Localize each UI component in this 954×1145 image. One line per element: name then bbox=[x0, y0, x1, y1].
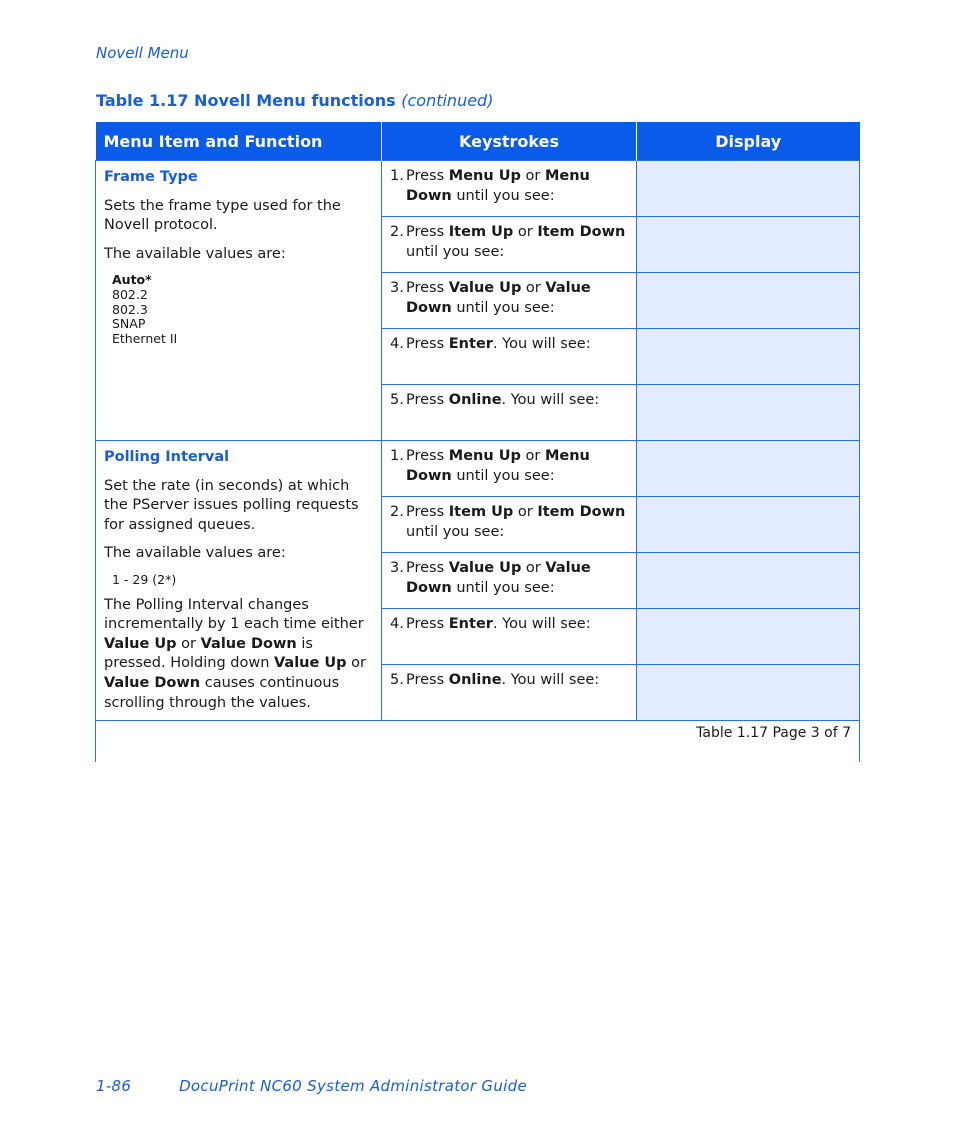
display-cell bbox=[637, 553, 860, 609]
value-item: SNAP bbox=[112, 316, 146, 332]
frame-type-values bbox=[112, 273, 373, 346]
header-keystrokes: Keystrokes bbox=[382, 122, 637, 161]
table-row bbox=[96, 161, 860, 217]
value-item: 802.3 bbox=[112, 301, 148, 317]
table-row bbox=[96, 441, 860, 497]
polling-interval-note: The Polling Interval changes incrementally by 1 each time either Value Up or Value Down is pressed. Holding down Value Up or Value Down causes continuous scrolling through the values. bbox=[104, 596, 366, 711]
table-header-row bbox=[96, 122, 860, 161]
polling-interval-cell bbox=[96, 441, 382, 721]
value-item: 802.2 bbox=[112, 286, 148, 302]
polling-interval-range: 1 - 29 (2*) bbox=[112, 571, 177, 587]
header-menu-item: Menu Item and Function bbox=[96, 122, 382, 161]
value-item: Ethernet II bbox=[112, 330, 178, 346]
frame-type-avail: The available values are: bbox=[104, 245, 286, 262]
frame-type-desc: Sets the frame type used for the Novell protocol. bbox=[104, 197, 341, 234]
keystroke-step: 4. Press Enter. You will see: bbox=[382, 609, 637, 665]
polling-interval-avail: The available values are: bbox=[104, 545, 286, 562]
keystroke-step: 3. Press Value Up or Value Down until you see: bbox=[382, 273, 637, 329]
display-cell bbox=[637, 665, 860, 721]
keystroke-step: 1. Press Menu Up or Menu Down until you see: bbox=[382, 441, 637, 497]
value-item: Auto* bbox=[112, 272, 152, 288]
display-cell bbox=[637, 497, 860, 553]
polling-interval-title: Polling Interval bbox=[104, 449, 230, 465]
caption-continued: (continued) bbox=[401, 91, 494, 110]
display-cell bbox=[637, 609, 860, 665]
page-number: 1-86 bbox=[96, 1077, 132, 1095]
keystroke-step: 3. Press Value Up or Value Down until you see: bbox=[382, 553, 637, 609]
frame-type-title: Frame Type bbox=[104, 169, 198, 185]
running-head: Novell Menu bbox=[96, 44, 189, 62]
display-cell bbox=[637, 273, 860, 329]
header-display: Display bbox=[637, 122, 860, 161]
display-cell bbox=[637, 329, 860, 385]
keystroke-step: 2. Press Item Up or Item Down until you see: bbox=[382, 217, 637, 273]
display-cell bbox=[637, 161, 860, 217]
page-footer bbox=[96, 1077, 527, 1095]
display-cell bbox=[637, 441, 860, 497]
display-cell bbox=[637, 217, 860, 273]
keystroke-step: 5. Press Online. You will see: bbox=[382, 665, 637, 721]
novell-menu-table bbox=[95, 122, 860, 762]
caption-label: Table 1.17 Novell Menu functions bbox=[96, 91, 396, 110]
frame-type-cell bbox=[96, 161, 382, 441]
keystroke-step: 5. Press Online. You will see: bbox=[382, 385, 637, 441]
keystroke-step: 1. Press Menu Up or Menu Down until you see: bbox=[382, 161, 637, 217]
display-cell bbox=[637, 385, 860, 441]
table-caption bbox=[96, 91, 493, 110]
polling-interval-desc: Set the rate (in seconds) at which the PServer issues polling requests for assigned queues. bbox=[104, 477, 359, 533]
table-footer: Table 1.17 Page 3 of 7 bbox=[96, 721, 860, 763]
document-title: DocuPrint NC60 System Administrator Guide bbox=[179, 1077, 527, 1095]
keystroke-step: 4. Press Enter. You will see: bbox=[382, 329, 637, 385]
table-footer-row bbox=[96, 721, 860, 763]
keystroke-step: 2. Press Item Up or Item Down until you see: bbox=[382, 497, 637, 553]
